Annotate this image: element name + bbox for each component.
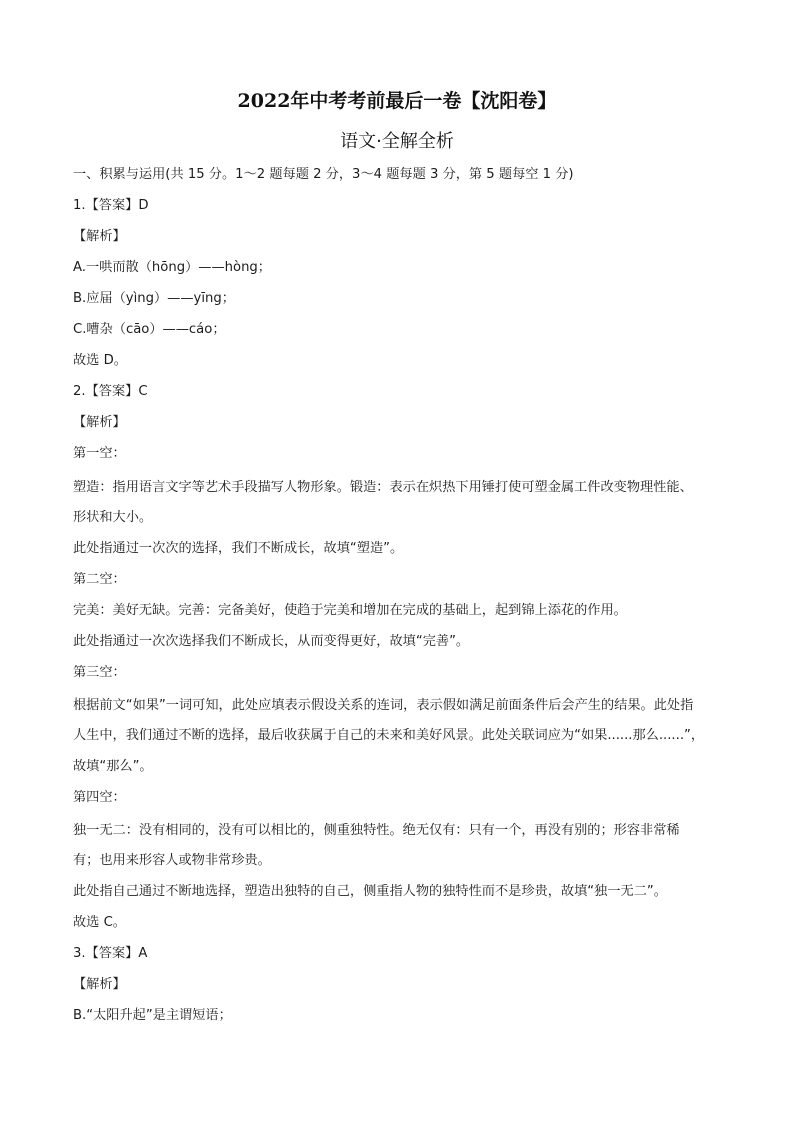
q1-answer: 1.【答案】D [73,198,149,213]
q2-answer: 2.【答案】C [73,384,148,399]
paragraph-line: 此处指通过一次次的选择，我们不断成长，故填“塑造”。 [73,541,404,556]
paragraph-line: 有；也用来形容人或物非常珍贵。 [73,853,271,868]
q2-blank2-label: 第二空： [73,572,126,587]
paragraph-line: 此处指自己通过不断地选择，塑造出独特的自己，侧重指人物的独特性而不是珍贵，故填“独一无二”。 [73,884,667,899]
paragraph-line: 塑造：指用语言文字等艺术手段描写人物形象。锻造：表示在炽热下用锤打使可塑金属工件改变物理性能、 [73,480,693,495]
paragraph-line: 形状和大小。 [73,510,153,525]
q1-line-c: C.嘈杂（cāo）——cáo； [73,322,226,337]
document-subtitle: 语文·全解全析 [340,131,454,152]
paragraph-line: 此处指通过一次次选择我们不断成长，从而变得更好，故填“完善”。 [73,634,470,649]
q1-line-a: A.一哄而散（hōng）——hòng； [73,260,271,275]
q2-conclusion: 故选 C。 [73,915,126,930]
q2-analysis-label: 【解析】 [73,415,126,430]
q2-blank4-label: 第四空： [73,790,126,805]
q2-blank3-label: 第三空： [73,665,126,680]
q1-conclusion: 故选 D。 [73,353,127,368]
paragraph-line: 故填“那么”。 [73,759,153,774]
q2-blank1-label: 第一空： [73,446,126,461]
paragraph-line: 独一无二：没有相同的，没有可以相比的，侧重独特性。绝无仅有：只有一个，再没有别的；形容非常稀 [73,823,680,838]
section-heading: 一、积累与运用(共 15 分。1～2 题每题 2 分，3～4 题每题 3 分，第 5 题每空 1 分) [73,167,574,182]
paragraph-line: 根据前文“如果”一词可知，此处应填表示假设关系的连词，表示假如满足前面条件后会产生的结果。此处指 [73,698,694,713]
document-title: 2022年中考考前最后一卷【沈阳卷】 [237,90,557,112]
q3-line-b: B.“太阳升起”是主谓短语； [73,1008,232,1023]
paragraph-line: 人生中，我们通过不断的选择，最后收获属于自己的未来和美好风景。此处关联词应为“如果......那么......”， [73,728,705,743]
q1-analysis-label: 【解析】 [73,229,126,244]
paragraph-line: 完美：美好无缺。完善：完备美好，使趋于完美和增加在完成的基础上，起到锦上添花的作用。 [73,603,627,618]
q3-answer: 3.【答案】A [73,946,148,961]
q1-line-b: B.应届（yìng）——yīng； [73,291,235,306]
q3-analysis-label: 【解析】 [73,977,126,992]
